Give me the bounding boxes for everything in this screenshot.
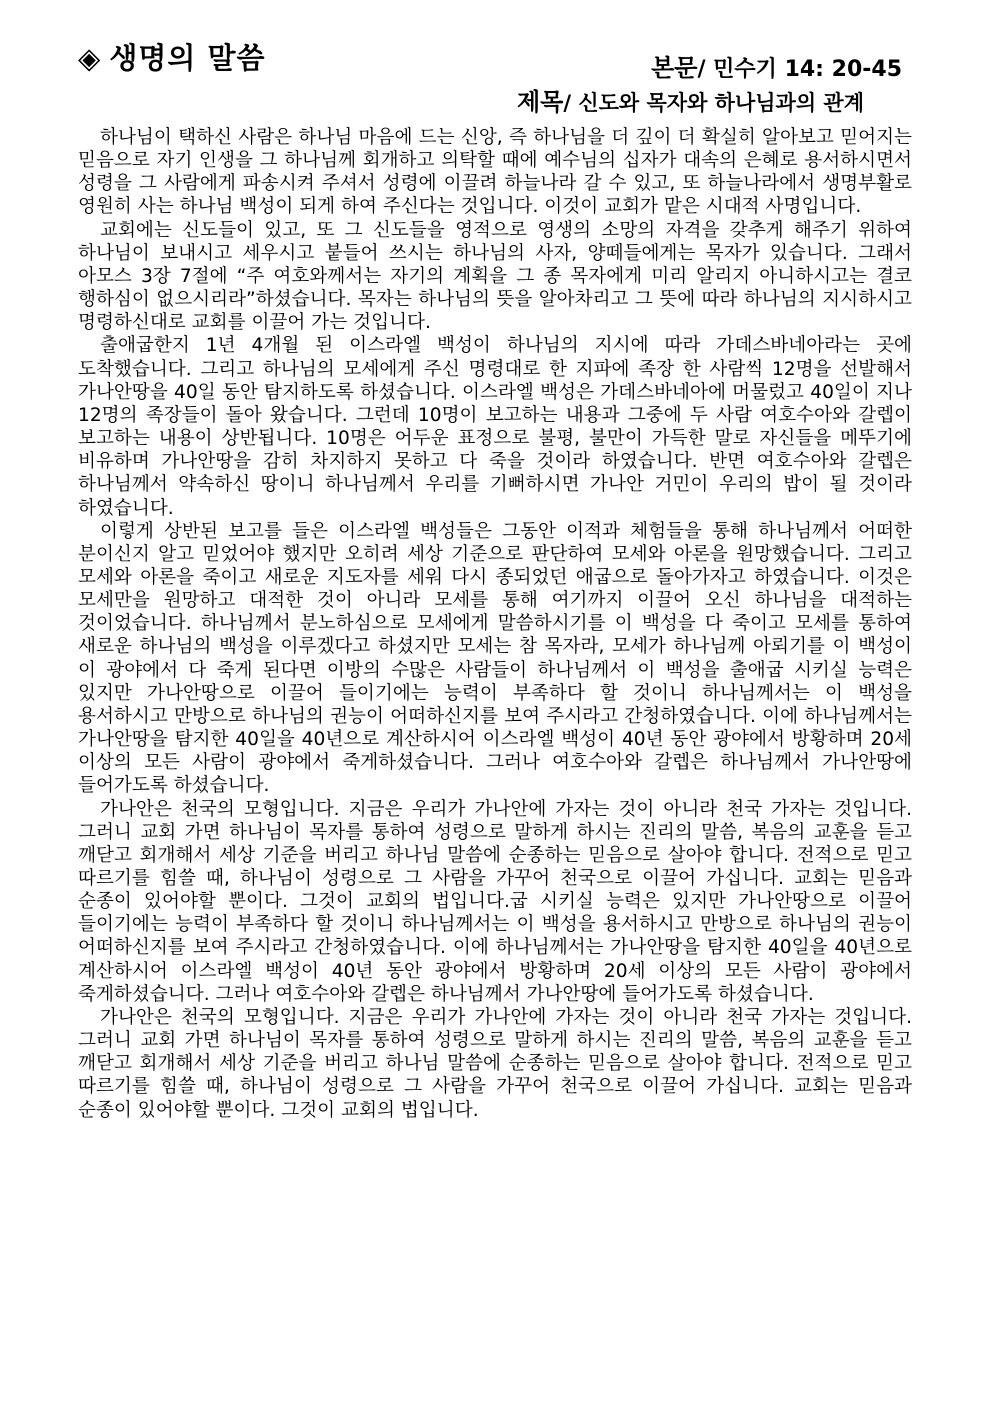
sermon-subject	[517, 82, 864, 117]
subject-text: / 신도와 목자와 하나님과의 관계	[563, 91, 864, 115]
scripture-ref: / 민수기 14: 20-45	[697, 57, 902, 82]
paragraph-4: 이렇게 상반된 보고를 들은 이스라엘 백성들은 그동안 이적과 체험들을 통해 하나님께서 어떠한 분이신지 알고 믿었어야 했지만 오히려 세상 기준으로 판단하여 모세와 아론을 원망했습니다. 그리고 모세와 아론을 죽이고 새로운 지도자를 세워 다시 종되었던 애굽으로 돌아가자고 하였습니다. 이것은 모세만을 원망하고 대적한 것이 아니라 모세를 통해 여기까지 이끌어 오신 하나님을 대적하는 것이었습니다. 하나님께서 분노하심으로 모세에게 말씀하시기를 이 백성을 다 죽이고 모세를 통하여 새로운 하나님의 백성을 이루겠다고 하셨지만 모세는 참 목자라, 모세가 하나님께 아뢰기를 이 백성이 이 광야에서 다 죽게 된다면 이방의 수많은 사람들이 하나님께서 이 백성을 출애굽 시키실 능력은 있지만 가나안땅으로 이끌어 들이기에는 능력이 부족하다 할 것이니 하나님께서는 이 백성을 용서하시고 만방으로 하나님의 권능이 어떠하신지를 보여 주시라고 간청하였습니다. 이에 하나님께서는 가나안땅을 탐지한 40일을 40년으로 계산하시어 이스라엘 백성이 40년 동안 광야에서 방황하며 20세 이상의 모든 사람이 광야에서 죽게하셨습니다. 그러나 여호수아와 갈렙은 하나님께서 가나안땅에 들어가도록 하셨습니다.	[78, 520, 912, 797]
page-title-text: 생명의 말씀	[109, 41, 266, 75]
scripture-reference	[651, 48, 902, 83]
paragraph-1: 하나님이 택하신 사람은 하나님 마음에 드는 신앙, 즉 하나님을 더 깊이 더 확실히 알아보고 믿어지는 믿음으로 자기 인생을 그 하나님께 회개하고 의탁할 때에 예수님의 십자가 대속의 은혜로 용서하시면서 성령을 그 사람에게 파송시켜 주셔서 성령에 이끌려 하늘나라 갈 수 있고, 또 하늘나라에서 생명부활로 영원히 사는 하나님 백성이 되게 하여 주신다는 것입니다. 이것이 교회가 맡은 시대적 사명입니다.	[78, 127, 912, 218]
paragraph-6: 가나안은 천국의 모형입니다. 지금은 우리가 가나안에 가자는 것이 아니라 천국 가자는 것입니다. 그러니 교회 가면 하나님이 목자를 통하여 성령으로 말하게 하시는 진리의 말씀, 복음의 교훈을 듣고 깨닫고 회개해서 세상 기준을 버리고 하나님 말씀에 순종하는 믿음으로 살아야 합니다. 전적으로 믿고 따르기를 힘쓸 때, 하나님이 성령으로 그 사람을 가꾸어 천국으로 이끌어 가십니다. 교회는 믿음과 순종이 있어야할 뿐이다. 그것이 교회의 법입니다.	[78, 1006, 912, 1121]
scripture-label: 본문	[651, 54, 698, 82]
paragraph-3: 출애굽한지 1년 4개월 된 이스라엘 백성이 하나님의 지시에 따라 가데스바네아라는 곳에 도착했습니다. 그리고 하나님의 모세에게 주신 명령대로 한 지파에 족장 한 사람씩 12명을 선발해서 가나안땅을 40일 동안 탐지하도록 하셨습니다. 이스라엘 백성은 가데스바네아에 머물렀고 40일이 지나 12명의 족장들이 돌아 왔습니다. 그런데 10명이 보고하는 내용과 그중에 두 사람 여호수아와 갈렙이 보고하는 내용이 상반됩니다. 10명은 어두운 표정으로 불평, 불만이 가득한 말로 자신들을 메뚜기에 비유하며 가나안땅을 감히 차지하지 못하고 다 죽을 것이라 하였습니다. 반면 여호수아와 갈렙은 하나님께서 약속하신 땅이니 하나님께서 우리를 기뻐하시면 가나안 거민이 우리의 밥이 될 것이라 하였습니다.	[78, 335, 912, 519]
page-title	[78, 36, 265, 77]
page-header	[0, 0, 992, 120]
sermon-body	[78, 126, 912, 1122]
subject-label: 제목	[516, 88, 564, 116]
paragraph-5: 가나안은 천국의 모형입니다. 지금은 우리가 가나안에 가자는 것이 아니라 천국 가자는 것입니다. 그러니 교회 가면 하나님이 목자를 통하여 성령으로 말하게 하시는 진리의 말씀, 복음의 교훈을 듣고 깨닫고 회개해서 세상 기준을 버리고 하나님 말씀에 순종하는 믿음으로 살아야 합니다. 전적으로 믿고 따르기를 힘쓸 때, 하나님이 성령으로 그 사람을 가꾸어 천국으로 이끌어 가십니다. 교회는 믿음과 순종이 있어야할 뿐이다. 그것이 교회의 법입니다.굽 시키실 능력은 있지만 가나안땅으로 이끌어 들이기에는 능력이 부족하다 할 것이니 하나님께서는 이 백성을 용서하시고 만방으로 하나님의 권능이 어떠하신지를 보여 주시라고 간청하였습니다. 이에 하나님께서는 가나안땅을 탐지한 40일을 40년으로 계산하시어 이스라엘 백성이 40년 동안 광야에서 방황하며 20세 이상의 모든 사람이 광야에서 죽게하셨습니다. 그러나 여호수아와 갈렙은 하나님께서 가나안땅에 들어가도록 하셨습니다.	[78, 798, 912, 1005]
diamond-bullet-icon: ◈	[78, 41, 102, 75]
paragraph-2: 교회에는 신도들이 있고, 또 그 신도들을 영적으로 영생의 소망의 자격을 갖추게 해주기 위하여 하나님이 보내시고 세우시고 붙들어 쓰시는 하나님의 사자, 양떼들에게는 목자가 있습니다. 그래서 아모스 3장 7절에 “주 여호와께서는 자기의 계획을 그 종 목자에게 미리 알리지 아니하시고는 결코 행하심이 없으시리라”하셨습니다. 목자는 하나님의 뜻을 알아차리고 그 뜻에 따라 하나님의 지시하시고 명령하신대로 교회를 이끌어 가는 것입니다.	[78, 219, 912, 334]
